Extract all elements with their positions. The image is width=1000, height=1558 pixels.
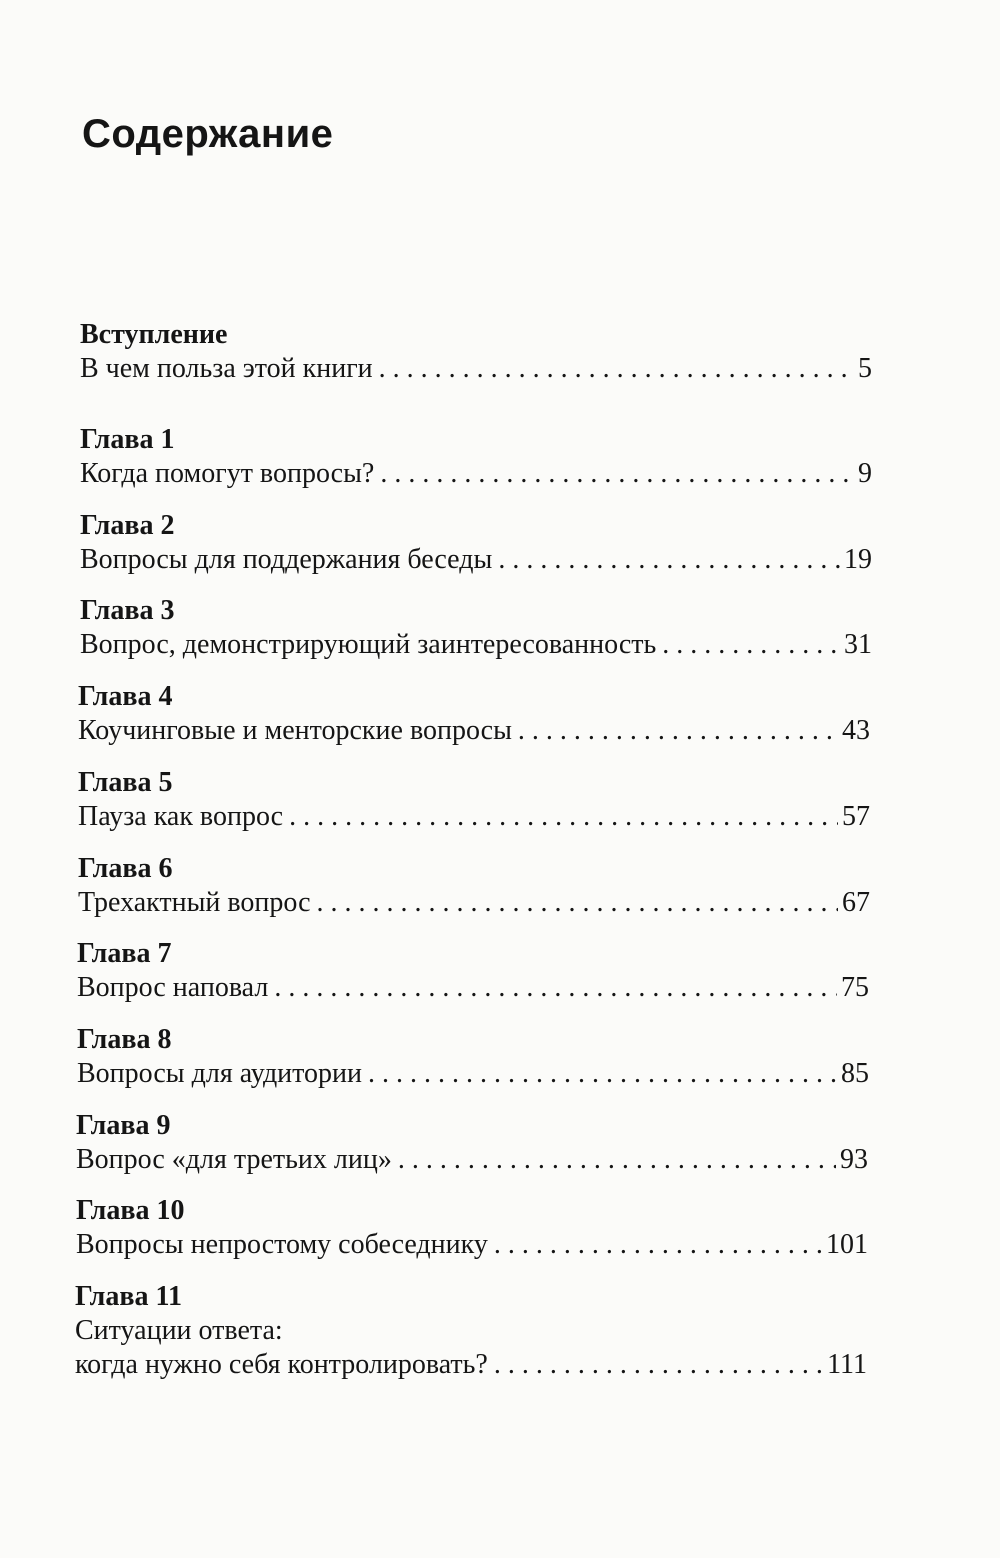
toc-entry-chapter-3 (80, 594, 872, 662)
page-number: 93 (840, 1144, 868, 1175)
page-number: 9 (858, 458, 872, 489)
page-number: 111 (827, 1349, 867, 1380)
toc-line (80, 457, 872, 491)
toc-line (80, 352, 872, 386)
page-title: Содержание (82, 112, 334, 156)
chapter-title-line-1: Ситуации ответа: (75, 1315, 283, 1346)
page-number: 19 (844, 544, 872, 575)
dot-leader (494, 1348, 823, 1382)
toc-entry-chapter-11 (75, 1280, 867, 1382)
dot-leader (379, 352, 854, 386)
chapter-label: Глава 10 (76, 1195, 185, 1226)
toc-line (77, 1057, 869, 1091)
toc-line (80, 543, 872, 577)
chapter-title: Коучинговые и менторские вопросы (78, 715, 512, 746)
chapter-title: В чем польза этой книги (80, 353, 373, 384)
chapter-label: Глава 3 (80, 595, 175, 626)
dot-leader (662, 628, 840, 662)
dot-leader (498, 543, 840, 577)
dot-leader (317, 886, 838, 920)
toc-entry-chapter-8 (77, 1023, 869, 1091)
chapter-title: Трехактный вопрос (78, 887, 311, 918)
page-number: 5 (858, 353, 872, 384)
chapter-title: Вопрос наповал (77, 972, 269, 1003)
dot-leader (494, 1228, 822, 1262)
toc-line (77, 971, 869, 1005)
toc-entry-chapter-6 (78, 852, 870, 920)
toc-line (76, 1143, 868, 1177)
page-number: 57 (842, 801, 870, 832)
toc-line-continued (75, 1314, 867, 1348)
chapter-label: Глава 6 (78, 853, 173, 884)
toc-line (75, 1348, 867, 1382)
page-number: 31 (844, 629, 872, 660)
chapter-label: Глава 1 (80, 424, 175, 455)
toc-entry-chapter-7 (77, 937, 869, 1005)
chapter-title: Когда помогут вопросы? (80, 458, 375, 489)
chapter-title: Вопрос «для третьих лиц» (76, 1144, 392, 1175)
chapter-title: Вопросы непростому собеседнику (76, 1229, 488, 1260)
toc-line (78, 800, 870, 834)
toc-entry-chapter-1 (80, 423, 872, 491)
chapter-label: Глава 2 (80, 510, 175, 541)
dot-leader (380, 457, 854, 491)
chapter-label: Глава 7 (77, 938, 172, 969)
page-number: 75 (841, 972, 869, 1003)
page-number: 101 (826, 1229, 868, 1260)
toc-entry-chapter-5 (78, 766, 870, 834)
toc-line (76, 1228, 868, 1262)
page-number: 67 (842, 887, 870, 918)
dot-leader (289, 800, 838, 834)
toc-entry-introduction (80, 318, 872, 386)
chapter-label: Глава 5 (78, 767, 173, 798)
chapter-label: Глава 4 (78, 681, 173, 712)
dot-leader (518, 714, 838, 748)
dot-leader (274, 971, 837, 1005)
chapter-title: Вопросы для поддержания беседы (80, 544, 493, 575)
dot-leader (368, 1057, 837, 1091)
chapter-title: Вопрос, демонстрирующий заинтересованность (80, 629, 657, 660)
toc-entry-chapter-10 (76, 1194, 868, 1262)
chapter-label: Глава 8 (77, 1024, 172, 1055)
toc-entry-chapter-4 (78, 680, 870, 748)
dot-leader (398, 1143, 836, 1177)
chapter-label: Глава 9 (76, 1110, 171, 1141)
toc-entry-chapter-2 (80, 509, 872, 577)
toc-line (80, 628, 872, 662)
toc-line (78, 886, 870, 920)
chapter-title: Пауза как вопрос (78, 801, 284, 832)
chapter-title-line-2: когда нужно себя контролировать? (75, 1349, 488, 1380)
chapter-label: Вступление (80, 319, 228, 350)
page-number: 43 (842, 715, 870, 746)
toc-entry-chapter-9 (76, 1109, 868, 1177)
chapter-label: Глава 11 (75, 1281, 182, 1312)
page-number: 85 (841, 1058, 869, 1089)
toc-line (78, 714, 870, 748)
chapter-title: Вопросы для аудитории (77, 1058, 363, 1089)
